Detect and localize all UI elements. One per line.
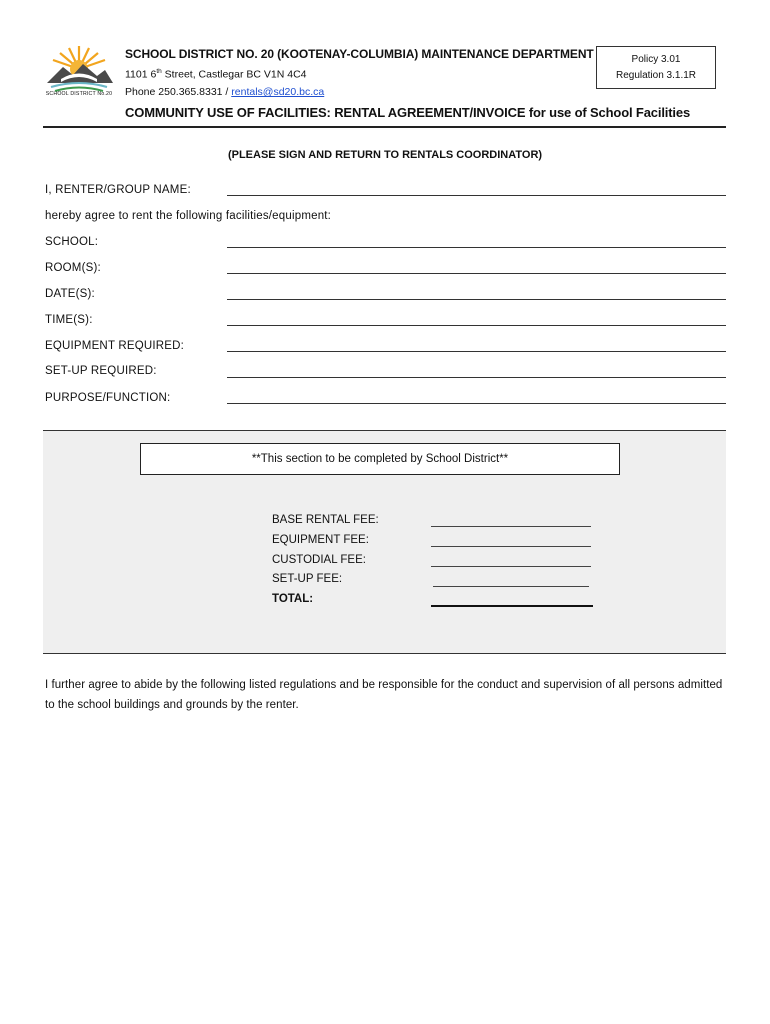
total-line[interactable] [431, 605, 593, 607]
rooms-label: ROOM(S): [45, 262, 101, 274]
base-rental-fee-line[interactable] [431, 526, 591, 527]
logo-caption: SCHOOL DISTRICT No.20 [45, 91, 113, 97]
regulation-number: Regulation 3.1.1R [615, 70, 697, 81]
policy-number: Policy 3.01 [631, 54, 681, 65]
email-link[interactable]: rentals@sd20.bc.ca [231, 86, 325, 98]
setup-line[interactable] [227, 377, 726, 378]
title-divider [43, 126, 726, 128]
purpose-label: PURPOSE/FUNCTION: [45, 392, 171, 404]
agreement-text: I further agree to abide by the following listed regulations and be responsible for the conduct and supervision of all persons admitted to the school buildings and grounds by the renter. [45, 679, 723, 711]
setup-label: SET-UP REQUIRED: [45, 365, 157, 377]
purpose-line[interactable] [227, 403, 726, 404]
base-rental-fee-label: BASE RENTAL FEE: [272, 514, 379, 526]
district-title: SCHOOL DISTRICT NO. 20 (KOOTENAY-COLUMBIA) MAINTENANCE DEPARTMENT [125, 47, 594, 61]
renter-name-line[interactable] [227, 195, 726, 196]
agree-intro: hereby agree to rent the following facilities/equipment: [45, 210, 332, 222]
page-title: COMMUNITY USE OF FACILITIES: RENTAL AGREEMENT/INVOICE for use of School Facilities [125, 105, 691, 120]
district-section-heading: **This section to be completed by School District** [140, 443, 620, 475]
equipment-fee-label: EQUIPMENT FEE: [272, 534, 369, 546]
equipment-label: EQUIPMENT REQUIRED: [45, 340, 185, 352]
district-address: 1101 6th Street, Castlegar BC V1N 4C4 [125, 68, 307, 81]
setup-fee-line[interactable] [433, 586, 589, 587]
total-label: TOTAL: [272, 593, 314, 605]
custodial-fee-label: CUSTODIAL FEE: [272, 554, 366, 566]
school-line[interactable] [227, 247, 726, 248]
equipment-line[interactable] [227, 351, 726, 352]
district-contact: Phone 250.365.8331 / rentals@sd20.bc.ca [125, 86, 325, 98]
school-label: SCHOOL: [45, 236, 99, 248]
renter-label: I, RENTER/GROUP NAME: [45, 184, 191, 196]
dates-label: DATE(S): [45, 288, 95, 300]
dates-line[interactable] [227, 299, 726, 300]
rooms-line[interactable] [227, 273, 726, 274]
policy-box [596, 46, 716, 89]
custodial-fee-line[interactable] [431, 566, 591, 567]
times-line[interactable] [227, 325, 726, 326]
equipment-fee-line[interactable] [431, 546, 591, 547]
return-instruction: (PLEASE SIGN AND RETURN TO RENTALS COORDINATOR) [227, 149, 543, 161]
setup-fee-label: SET-UP FEE: [272, 573, 343, 585]
times-label: TIME(S): [45, 314, 93, 326]
